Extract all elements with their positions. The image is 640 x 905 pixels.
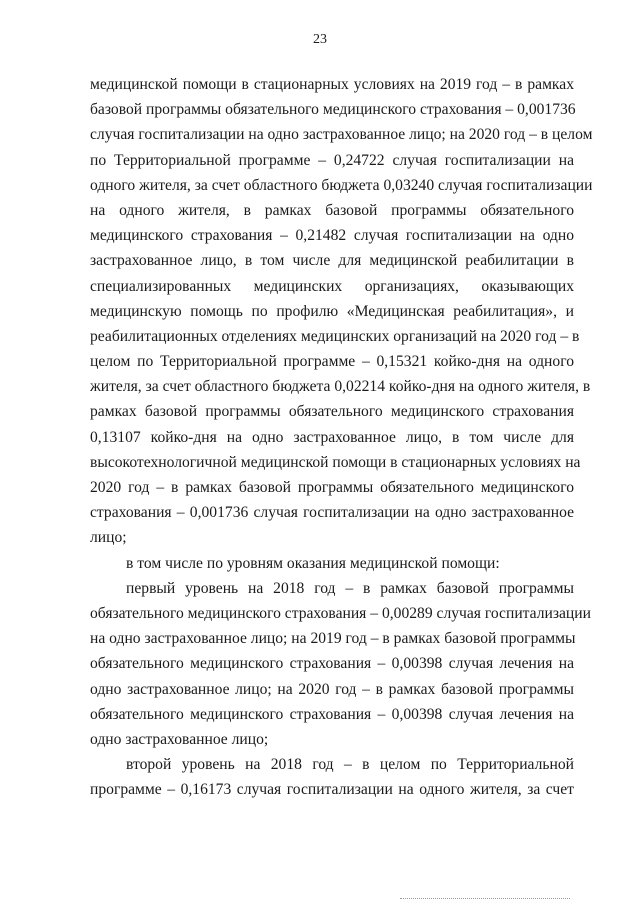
page-number: 23: [313, 32, 327, 47]
text-line: обязательного медицинского страхования – 0,00398 случая лечения на: [90, 705, 574, 723]
text-line: случая госпитализации на одно застрахованное лицо; на 2020 год – в целом: [90, 126, 593, 144]
text-line: на одного жителя, в рамках базовой программы обязательного: [90, 201, 574, 219]
text-line: базовой программы обязательного медицинского страхования – 0,001736: [90, 101, 576, 119]
text-line: медицинскую помощь по профилю «Медицинская реабилитация», и: [90, 302, 574, 320]
text-line: обязательного медицинского страхования – 0,00398 случая лечения на: [90, 655, 574, 673]
text-line: второй уровень на 2018 год – в целом по Территориальной: [126, 756, 574, 774]
text-line: реабилитационных отделениях медицинских организаций на 2020 год – в: [90, 327, 580, 345]
text-line: по Территориальной программе – 0,24722 случая госпитализации на: [90, 151, 574, 169]
text-line: одно застрахованное лицо;: [90, 730, 269, 748]
text-line: на одно застрахованное лицо; на 2019 год – в рамках базовой программы: [90, 630, 576, 648]
paragraph: [90, 752, 574, 802]
text-line: программе – 0,16173 случая госпитализации на одного жителя, за счет: [90, 781, 574, 799]
text-line: жителя, за счет областного бюджета 0,02214 койко-дня на одного жителя, в: [90, 378, 591, 396]
text-line: обязательного медицинского страхования – 0,00289 случая госпитализации: [90, 604, 591, 622]
text-line: медицинской помощи в стационарных условиях на 2019 год – в рамках: [90, 76, 574, 93]
text-line: 0,13107 койко-дня на одно застрахованное лицо, в том числе для: [90, 428, 574, 446]
document-body: [90, 72, 593, 802]
text-line: лицо;: [90, 529, 127, 547]
text-line: высокотехнологичной медицинской помощи в стационарных условиях на: [90, 453, 581, 471]
text-line: одного жителя, за счет областного бюджета 0,03240 случая госпитализации: [90, 176, 593, 194]
text-line: первый уровень на 2018 год – в рамках базовой программы: [126, 579, 574, 597]
text-line: 2020 год – в рамках базовой программы обязательного медицинского: [90, 479, 574, 496]
paragraph: [90, 576, 591, 752]
scan-artifact-line: [400, 898, 570, 899]
text-line: специализированных медицинских организациях, оказывающих: [90, 277, 574, 295]
text-line: целом по Территориальной программе – 0,15321 койко-дня на одного: [90, 353, 574, 371]
text-line: страхования – 0,001736 случая госпитализации на одно застрахованное: [90, 504, 574, 522]
text-line: одно застрахованное лицо; на 2020 год – в рамках базовой программы: [90, 680, 574, 698]
text-line: рамках базовой программы обязательного медицинского страхования: [90, 403, 574, 421]
paragraph: [90, 72, 593, 551]
text-line: в том числе по уровням оказания медицинской помощи:: [126, 554, 500, 572]
text-line: застрахованное лицо, в том числе для медицинской реабилитации в: [90, 252, 574, 270]
paragraph: [90, 551, 574, 576]
text-line: медицинского страхования – 0,21482 случая госпитализации на одно: [90, 227, 574, 245]
